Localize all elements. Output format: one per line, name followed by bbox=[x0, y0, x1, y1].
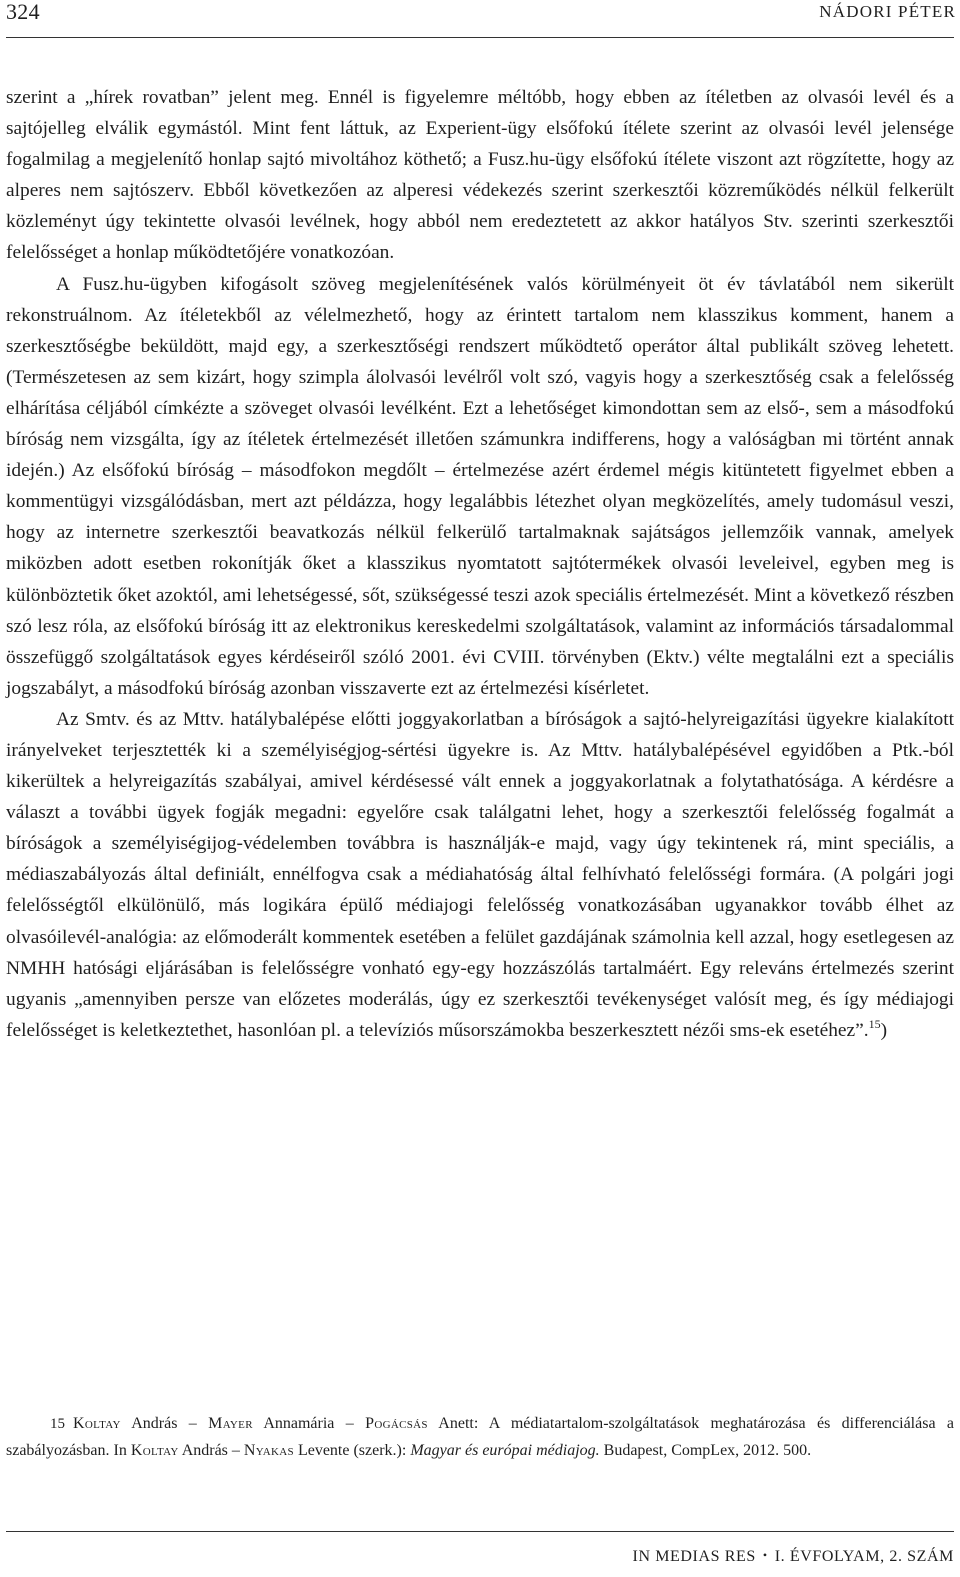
paragraph-3-closing: ) bbox=[880, 1019, 888, 1041]
footnote-editor-surname: Koltay bbox=[130, 1441, 179, 1459]
footnote-author-given: Annamária – bbox=[252, 1415, 366, 1432]
footnote-author-surname: Mayer bbox=[208, 1415, 253, 1432]
footnote-book-title: Magyar és európai médiajog. bbox=[410, 1441, 600, 1459]
paragraph-3 bbox=[6, 704, 954, 1046]
footnote-editor-surname: Nyakas bbox=[243, 1441, 294, 1459]
page-number: 324 bbox=[6, 0, 40, 24]
footnote-author-surname: Pogácsás bbox=[365, 1415, 428, 1432]
footnote-editor-given: András – bbox=[178, 1441, 244, 1459]
footnote-editor-given: Levente (szerk.): bbox=[293, 1441, 411, 1459]
footnote-15 bbox=[6, 1411, 954, 1464]
footnote-number: 15 bbox=[50, 1416, 65, 1432]
footnote-citation-text: Anett: A médiatartalom-szolgáltatások meghatározása és differenciálása a szabályozásban. In bbox=[6, 1415, 955, 1459]
journal-name: IN MEDIAS RES bbox=[632, 1548, 756, 1565]
paragraph-3-text: Az Smtv. és az Mttv. hatálybalépése előtti joggyakorlatban a bíróságok a sajtó-helyreigazítási ügyekre kialakított irányelveket terjesztették ki a személyiségjog-sértési ügyekre is. Az Mttv. hatálybalépésével egyidőben a Ptk.-ból kikerültek a helyreigazítás szabályai, amivel kérdésessé vált ennek a joggyakorlatnak a folytathatósága. A kérdésre a választ a további ügyek fogják megadni: egyelőre csak találgatni lehet, hogy a szerkesztői felelősség fogalmát a bíróságok a személyiségijog-védelemben továbbra is használják-e majd, vagy úgy tekintenek rá, mint speciális, a médiaszabályozás által definiált, ennélfogva csak a médiahatóság által felhívható felelősségi formára. (A polgári jogi felelősségtől elkülönülő, más logikára épülő médiajogi felelősség vonatkozásában ugyanakkor tovább élhet az olvasóilevél-analógia: az előmoderált kommentek esetében a felület gazdájának számolnia kell azzal, hogy esetlegesen az NMHH hatósági eljárásában is felelősségre vonható egy-egy hozzászólás tartalmáért. Egy releváns értelmezés szerint ugyanis „amennyiben persze van előzetes moderálás, úgy ez szerkesztői tevékenységet valósít meg, és így médiajogi felelősséget is keletkeztethet, hasonlóan pl. a televíziós műsorszámokba beszerkesztett nézői sms-ek esetéhez”. bbox=[6, 708, 954, 1041]
running-head-author: NÁDORI PÉTER bbox=[819, 2, 956, 21]
separator-bullet: • bbox=[762, 1548, 768, 1562]
footnote-author-surname: Koltay bbox=[73, 1415, 121, 1432]
footnote-publisher: Budapest, CompLex, 2012. 500. bbox=[599, 1441, 812, 1459]
header-rule bbox=[6, 37, 954, 38]
footer-rule bbox=[6, 1531, 954, 1532]
footnote-author-given: András – bbox=[120, 1415, 209, 1432]
page-footer bbox=[633, 1545, 954, 1567]
footnote-reference-15[interactable]: 15 bbox=[868, 1016, 881, 1031]
paragraph-2: A Fusz.hu-ügyben kifogásolt szöveg megjelenítésének valós körülményeit öt év távlatából nem sikerült rekonstruálnom. Az ítéletekből az vélelmezhető, hogy az érintett tartalom nem klasszikus komment, hanem a szerkesztőségbe beküldött, majd egy, a szerkesztőségi rendszert működtető operátor által publikált szöveg lehetett. (Természetesen az sem kizárt, hogy szimpla álolvasói levélről volt szó, vagyis hogy a szerkesztőség csak a felelősség elhárítása céljából címkézte a szöveget olvasói levélként. Ezt a lehetőséget kimondottan sem az első-, sem a másodfokú bíróság nem vizsgálta, így az ítéletek értelmezését illetően számunkra indifferens, hogy a valóságban mi történt annak idején.) Az elsőfokú bíróság – másodfokon megdőlt – értelmezése azért érdemel mégis kitüntetett figyelmet ebben a kommentügyi vizsgálódásban, mert azt példázza, hogy legalábbis létezhet olyan megközelítés, amely tudomásul veszi, hogy az internetre szerkesztői beavatkozás nélkül felkerülő tartalmaknak sajátságos jellemzőik vannak, amelyek miközben adott esetben rokonítják őket a klasszikus nyomtatott sajtótermékek olvasói leveleivel, egyben meg is különböztetik őket azoktól, ami lehetségessé, sőt, szükségessé teszi azok speciális értelmezését. Mint a következő részben szó lesz róla, az elsőfokú bíróság itt az elektronikus kereskedelmi szolgáltatások, valamint az információs társadalommal összefüggő szolgáltatások egyes kérdéseiről szóló 2001. évi CVIII. törvényben (Ektv.) vélte megtalálni ezt a speciális jogszabályt, a másodfokú bíróság azonban visszaverte ezt az értelmezési kísérletet. bbox=[6, 273, 954, 699]
paragraph-1: szerint a „hírek rovatban” jelent meg. Ennél is figyelemre méltóbb, hogy ebben az ítéletben az olvasói levél és a sajtójelleg elválik egymástól. Mint fent láttuk, az Experient-ügy elsőfokú ítélete szerint az olvasói levél jelensége fogalmilag a megjelenítő honlap sajtó mivoltához köthető; a Fusz.hu-ügy elsőfokú ítélete viszont azt rögzítette, hogy az alperes nem sajtószerv. Ebből következően az alperesi védekezés szerint szerkesztői közreműködés nélkül felkerült közleményt úgy tekintette olvasói levélnek, hogy abból nem eredeztetett az akkor hatályos Stv. szerinti szerkesztői felelősséget a honlap működtetőjére vonatkozóan. bbox=[6, 87, 954, 264]
footnote-area bbox=[6, 1411, 954, 1464]
page-header bbox=[6, 0, 956, 34]
article-body bbox=[6, 82, 954, 1046]
volume-issue: I. ÉVFOLYAM, 2. SZÁM bbox=[774, 1548, 954, 1565]
